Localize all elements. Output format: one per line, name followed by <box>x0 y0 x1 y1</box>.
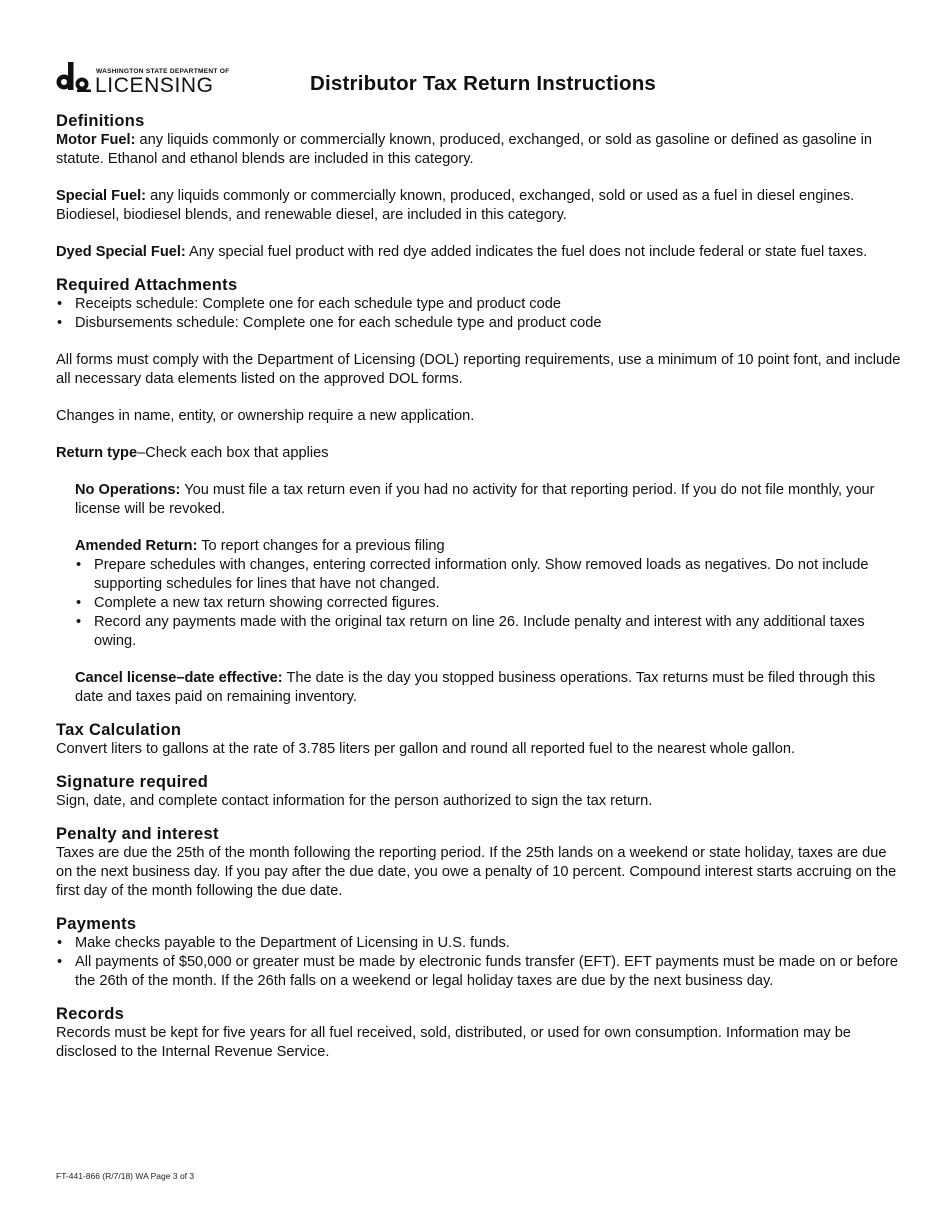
tax-calculation-heading: Tax Calculation <box>56 721 182 739</box>
list-item: • Disbursements schedule: Complete one for each schedule type and product code <box>56 314 901 333</box>
special-fuel-term: Special Fuel: <box>56 188 147 204</box>
list-item: • Prepare schedules with changes, entering corrected information only. Show removed loads as negatives. Do not include supporting schedules for lines that have not changed. <box>75 556 901 594</box>
agency-line: WASHINGTON STATE DEPARTMENT OF <box>96 68 230 75</box>
cancel-license-item <box>75 669 901 707</box>
dyed-fuel-definition <box>56 243 901 262</box>
compliance-text: All forms must comply with the Department of Licensing (DOL) reporting requirements, use a minimum of 10 point font, and include all necessary data elements listed on the approved DOL forms. <box>56 352 901 387</box>
page-title: Distributor Tax Return Instructions <box>310 72 657 95</box>
special-fuel-definition <box>56 187 901 225</box>
amended-return-term: Amended Return: <box>75 538 198 554</box>
signature-text: Sign, date, and complete contact information for the person authorized to sign the tax return. <box>56 793 653 809</box>
list-item: • Make checks payable to the Department of Licensing in U.S. funds. <box>56 934 901 953</box>
penalty-text: Taxes are due the 25th of the month following the reporting period. If the 25th lands on a weekend or state holiday, taxes are due on the next business day. If you pay after the due date, you owe a penalty of 10 percent. Compound interest starts accruing on the first day of the month following the due date. <box>56 845 897 899</box>
agency-name: LICENSING <box>95 74 214 97</box>
cancel-license-term: Cancel license–date effective: <box>75 670 283 686</box>
list-item: • Record any payments made with the original tax return on line 26. Include penalty and interest with any additional taxes owing. <box>75 613 901 651</box>
dol-logo-mark-icon <box>56 60 94 92</box>
records-heading: Records <box>56 1005 125 1023</box>
cancel-license-text: The date is the day you stopped business operations. Tax returns must be filed through this date and taxes paid on remaining inventory. <box>75 670 876 705</box>
motor-fuel-term: Motor Fuel: <box>56 132 136 148</box>
amended-return-item <box>75 537 901 556</box>
attachments-heading: Required Attachments <box>56 276 238 294</box>
amended-return-text: To report changes for a previous filing <box>197 538 445 554</box>
return-type-line <box>56 444 901 463</box>
amended-return-list <box>75 556 901 651</box>
no-operations-item <box>75 481 901 519</box>
list-item: • All payments of $50,000 or greater must be made by electronic funds transfer (EFT). EFT payments must be made on or before the 26th of the month. If the 26th falls on a weekend or legal holiday taxes are due by the next business day. <box>56 953 901 991</box>
page-header <box>56 58 901 106</box>
special-fuel-text: any liquids commonly or commercially known, produced, exchanged, sold or used as a fuel in diesel engines. Biodiesel, biodiesel blends, and renewable diesel, are included in this category. <box>56 188 855 223</box>
no-operations-text: You must file a tax return even if you had no activity for that reporting period. If you do not file monthly, your license will be revoked. <box>75 482 875 517</box>
return-type-term: Return type <box>56 445 138 461</box>
list-item: • Receipts schedule: Complete one for each schedule type and product code <box>56 295 901 314</box>
penalty-heading: Penalty and interest <box>56 825 219 843</box>
payments-heading: Payments <box>56 915 137 933</box>
changes-text: Changes in name, entity, or ownership require a new application. <box>56 408 475 424</box>
dyed-fuel-text: Any special fuel product with red dye added indicates the fuel does not include federal or state fuel taxes. <box>185 244 868 260</box>
document-page <box>56 58 901 1062</box>
no-operations-term: No Operations: <box>75 482 181 498</box>
tax-calculation-text: Convert liters to gallons at the rate of 3.785 liters per gallon and round all reported fuel to the nearest whole gallon. <box>56 741 796 757</box>
definitions-heading: Definitions <box>56 112 145 130</box>
payments-list <box>56 934 901 991</box>
list-item: • Complete a new tax return showing corrected figures. <box>75 594 901 613</box>
motor-fuel-definition <box>56 131 901 169</box>
attachments-list <box>56 295 901 333</box>
return-type-details <box>56 481 901 707</box>
dol-logo <box>56 60 232 96</box>
form-footer: FT-441-866 (R/7/18) WA Page 3 of 3 <box>56 1171 195 1181</box>
records-text: Records must be kept for five years for all fuel received, sold, distributed, or used for own consumption. Information may be disclosed to the Internal Revenue Service. <box>56 1025 851 1060</box>
dyed-fuel-term: Dyed Special Fuel: <box>56 244 186 260</box>
signature-heading: Signature required <box>56 773 209 791</box>
motor-fuel-text: any liquids commonly or commercially known, produced, exchanged, or sold as gasoline or defined as gasoline in statute. Ethanol and ethanol blends are included in this category. <box>56 132 873 167</box>
return-type-text: –Check each box that applies <box>137 445 329 461</box>
